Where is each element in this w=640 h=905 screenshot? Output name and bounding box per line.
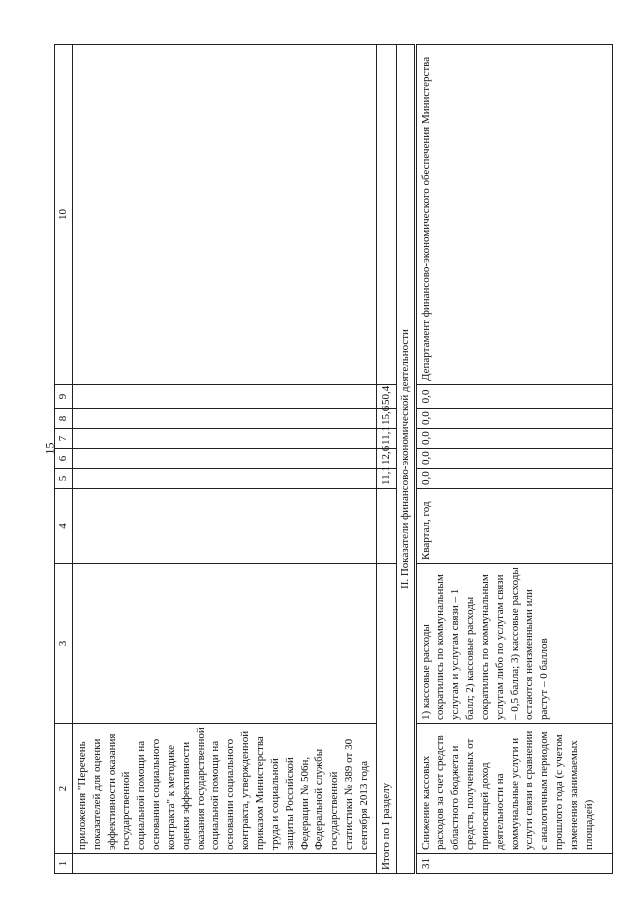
column-header: 5 <box>55 469 73 489</box>
table-row <box>415 45 612 874</box>
page-number: 15 <box>42 442 57 455</box>
reporting-period: Квартал, год <box>415 489 612 564</box>
column-header: 10 <box>55 45 73 385</box>
score-value: 0,0 <box>415 385 612 409</box>
table-cell <box>72 854 376 874</box>
scoring-criteria: 1) кассовые расходы сократились по коммунальным услугам и услугам связи – 1 балл; 2) кассовые расходы сократились по коммунальным услугам либо по услугам связи – 0,5 балла; 3) кассовые расходы остаются неизменными или растут – 0 баллов <box>415 564 612 724</box>
column-header: 7 <box>55 429 73 449</box>
column-header: 9 <box>55 385 73 409</box>
total-value: 50,4 <box>376 385 396 409</box>
indicators-table <box>54 44 613 874</box>
table-cell <box>72 564 376 724</box>
rotated-page <box>54 45 615 874</box>
table-cell <box>72 489 376 564</box>
score-value: 0,0 <box>415 469 612 489</box>
column-header: 2 <box>55 724 73 854</box>
table-cell <box>376 489 396 564</box>
table-cell <box>72 409 376 429</box>
total-row <box>376 45 396 874</box>
table-cell <box>376 45 396 385</box>
total-value: 12,6 <box>376 449 396 469</box>
column-header: 1 <box>55 854 73 874</box>
table-cell <box>72 45 376 385</box>
column-header: 6 <box>55 449 73 469</box>
total-value: 11,1 <box>376 469 396 489</box>
section-title: II. Показатели финансово-экономической деятельности <box>396 45 415 874</box>
score-value: 0,0 <box>415 409 612 429</box>
section-header-row <box>396 45 415 874</box>
continued-row <box>72 45 376 874</box>
indicator-name: Снижение кассовых расходов за счет средств областного бюджета и средств, полученных от приносящей доход деятельности на коммунальные услуги и услуги связи в сравнении с аналогичным периодом прошлого года (с учетом изменения занимаемых площадей) <box>415 724 612 854</box>
total-value: 15,6 <box>376 409 396 429</box>
total-value: 11,1 <box>376 429 396 449</box>
row-number: 31 <box>415 854 612 874</box>
continued-indicator-text: приложения "Перечень показателей для оценки эффективности оказания государственной социальной помощи на основании социального контракта" к методике оценки эффективности оказания государственной социальной помощи на основании социального контракта, утвержденной приказом Министерства труда и социальной защиты Российской Федерации № 506н, Федеральной службы государственной статистики № 389 от 30 сентября 2013 года <box>72 724 376 854</box>
score-value: 0,0 <box>415 429 612 449</box>
column-header: 8 <box>55 409 73 429</box>
table-cell <box>72 449 376 469</box>
table-cell <box>72 469 376 489</box>
table-cell <box>72 385 376 409</box>
score-value: 0,0 <box>415 449 612 469</box>
responsible-department: Департамент финансово-экономического обеспечения Министерства <box>415 45 612 385</box>
table-cell <box>72 429 376 449</box>
column-header: 4 <box>55 489 73 564</box>
column-header: 3 <box>55 564 73 724</box>
column-number-row <box>55 45 73 874</box>
total-label: Итого по I разделу <box>376 564 396 874</box>
